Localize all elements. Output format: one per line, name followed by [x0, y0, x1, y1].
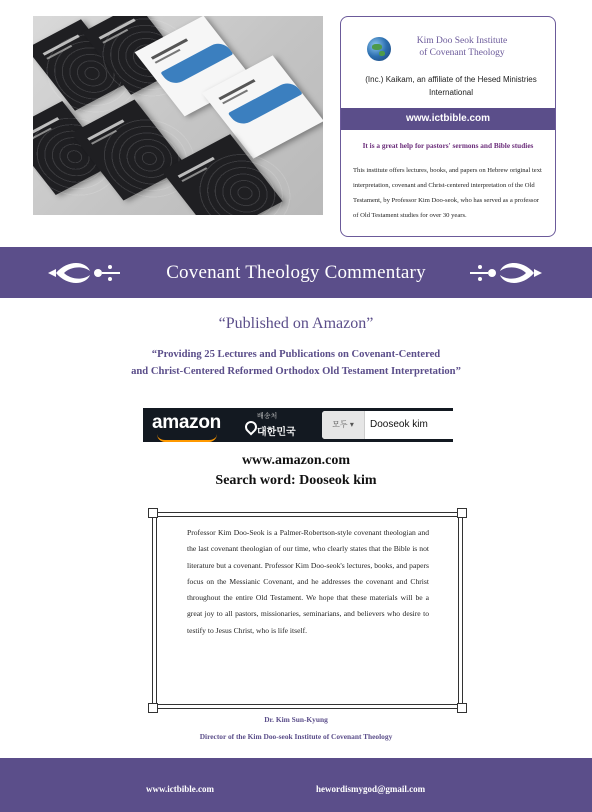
frame-corner	[148, 508, 158, 518]
book-covers-photo	[33, 16, 323, 215]
title-banner	[0, 247, 592, 298]
quote-text: Professor Kim Doo-Seok is a Palmer-Robertson-style covenant theologian and the last covenant theologian of our time, who clearly states that the Bible is not literature but a covenant. Professor Kim Doo-seok's lectures, books, and papers focus on the Messianic Covenant, and he addresses the covenant and Christ throughout the entire Old Testament. We hope that these materials will be a great joy to all pastors, missionaries, seminarians, and believers who desire to testify to Jesus Christ, who is life itself.	[187, 528, 429, 635]
frame-corner	[148, 703, 158, 713]
signature-title: Director of the Kim Doo-seok Institute of Covenant Theology	[199, 732, 393, 741]
institute-website-link[interactable]: www.ictbible.com	[341, 108, 555, 130]
amazon-country: 대한민국	[257, 427, 296, 438]
published-headline: “Published on Amazon”	[218, 315, 374, 332]
institute-name: Kim Doo Seok Institute of Covenant Theology	[416, 36, 508, 58]
frame-corner	[457, 508, 467, 518]
institute-info-card	[340, 16, 556, 237]
amazon-ship-to: 배송처	[257, 413, 278, 420]
amazon-logo: amazon	[152, 412, 221, 433]
institute-affiliation: (Inc.) Kaikam, an affiliate of the Hesed Ministries International	[365, 75, 537, 97]
frame-corner	[457, 703, 467, 713]
published-subtitle: “Providing 25 Lectures and Publications on Covenant-Centered and Christ-Centered Reformed Orthodox Old Testament Interpretation”	[131, 349, 461, 377]
banner-title: Covenant Theology Commentary	[166, 262, 426, 283]
amazon-site[interactable]: www.amazon.com	[241, 453, 351, 468]
amazon-search-word: Search word: Dooseok kim	[215, 473, 377, 488]
signature-name: Dr. Kim Sun-Kyung	[264, 715, 328, 724]
globe-icon	[367, 37, 391, 61]
quote-frame	[152, 512, 463, 709]
amazon-search-query: Dooseok kim	[370, 419, 428, 430]
footer-bar	[0, 758, 592, 812]
footer-website-link[interactable]: www.ictbible.com	[146, 784, 214, 794]
right-ornament-icon	[468, 257, 544, 289]
institute-description: This institute offers lectures, books, and papers on Hebrew original text interpretation, covenant and Christ-centered interpretation of the Old Testament, by Professor Kim Doo-seok, who has served as a professor of Old Testament studies for over 30 years.	[353, 167, 542, 219]
amazon-search-box	[322, 411, 453, 439]
footer-email-link[interactable]: hewordismygod@gmail.com	[316, 784, 426, 794]
amazon-category-select: 모두 ▾	[322, 411, 365, 439]
amazon-smile-icon	[157, 434, 217, 442]
institute-tagline: It is a great help for pastors' sermons and Bible studies	[362, 141, 534, 150]
amazon-search-bar	[143, 408, 453, 442]
